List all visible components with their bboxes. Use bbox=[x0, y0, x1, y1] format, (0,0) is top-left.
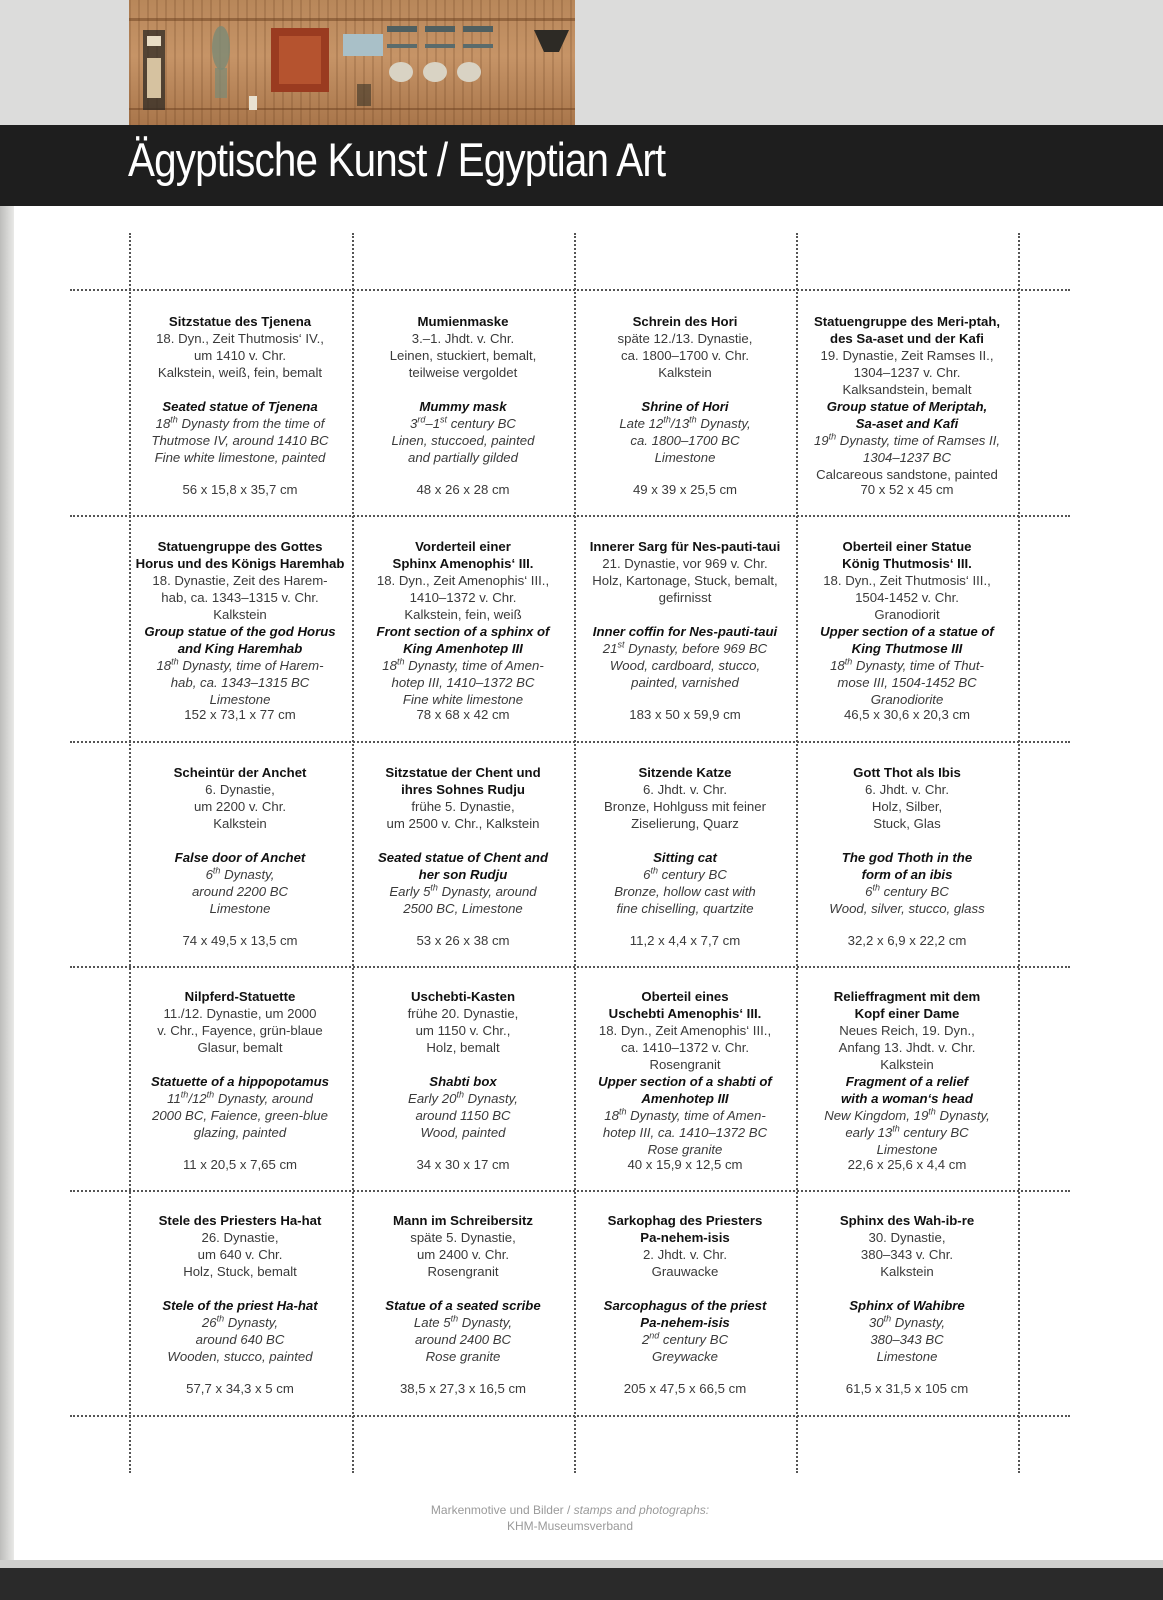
caption-spacer bbox=[576, 1280, 794, 1297]
caption-dimensions: 46,5 x 30,6 x 20,3 cm bbox=[843, 707, 971, 722]
caption-title-de: Statuengruppe des Meri-ptah, bbox=[813, 314, 1001, 329]
caption-detail-en: Greywacke bbox=[652, 1349, 718, 1364]
stamp-caption bbox=[798, 538, 1016, 724]
caption-title-de: Schrein des Hori bbox=[632, 314, 738, 329]
stamp-caption bbox=[798, 988, 1016, 1174]
stamp-caption bbox=[354, 764, 572, 950]
caption-title-en: Amenhotep III bbox=[641, 1091, 729, 1106]
caption-spacer bbox=[576, 832, 794, 849]
credit-de: Markenmotive und Bilder bbox=[430, 1503, 564, 1517]
perforation-vertical bbox=[1018, 233, 1020, 1473]
caption-detail-en: 3rd–1st century BC bbox=[410, 414, 516, 431]
caption-detail-en: 26th Dynasty, bbox=[201, 1313, 279, 1330]
caption-dimensions: 205 x 47,5 x 66,5 cm bbox=[623, 1381, 747, 1396]
stamp-caption bbox=[576, 764, 794, 950]
caption-title-en: False door of Anchet bbox=[174, 850, 306, 865]
caption-detail-de: 30. Dynastie, bbox=[868, 1230, 946, 1245]
caption-detail-en: Wood, cardboard, stucco, bbox=[609, 658, 761, 673]
caption-detail-en: 18th Dynasty from the time of bbox=[155, 414, 325, 431]
stamp-caption bbox=[798, 764, 1016, 950]
caption-title-de: Sitzstatue des Tjenena bbox=[168, 314, 312, 329]
caption-detail-de: teilweise vergoldet bbox=[408, 365, 518, 380]
caption-title-en: Stele of the priest Ha-hat bbox=[162, 1298, 318, 1313]
stamp-caption bbox=[576, 313, 794, 499]
caption-detail-en: Calcareous sandstone, painted bbox=[816, 467, 998, 482]
caption-dimensions: 152 x 73,1 x 77 cm bbox=[184, 707, 296, 722]
caption-detail-en: early 13th century BC bbox=[845, 1123, 969, 1140]
caption-detail-en: Limestone bbox=[876, 1349, 938, 1364]
caption-detail-en: 21st Dynasty, before 969 BC bbox=[602, 639, 768, 656]
caption-detail-en: 2nd century BC bbox=[641, 1330, 729, 1347]
caption-detail-en: Limestone bbox=[209, 901, 271, 916]
caption-detail-de: frühe 20. Dynastie, bbox=[407, 1006, 519, 1021]
caption-dimensions: 32,2 x 6,9 x 22,2 cm bbox=[847, 933, 967, 948]
caption-title-de: Statuengruppe des Gottes bbox=[157, 539, 323, 554]
caption-detail-en: Rose granite bbox=[425, 1349, 501, 1364]
stamp-caption bbox=[576, 538, 794, 724]
stamp-caption bbox=[131, 764, 349, 950]
caption-title-de: Sitzende Katze bbox=[638, 765, 732, 780]
caption-detail-en: Limestone bbox=[654, 450, 716, 465]
caption-detail-de: Kalkstein bbox=[213, 607, 267, 622]
caption-detail-en: 18th Dynasty, time of Thut- bbox=[830, 656, 984, 673]
caption-detail-de: 3.–1. Jhdt. v. Chr. bbox=[411, 331, 515, 346]
caption-detail-de: Kalkstein bbox=[880, 1264, 934, 1279]
caption-dimensions: 22,6 x 25,6 x 4,4 cm bbox=[847, 1157, 967, 1172]
caption-detail-en: New Kingdom, 19th Dynasty, bbox=[824, 1106, 990, 1123]
stamp-caption bbox=[576, 988, 794, 1174]
caption-detail-de: um 1150 v. Chr., bbox=[415, 1023, 511, 1038]
caption-detail-de: Kalkstein bbox=[880, 1057, 934, 1072]
caption-spacer bbox=[131, 1280, 349, 1297]
caption-title-en: Seated statue of Chent and bbox=[378, 850, 548, 865]
caption-detail-de: Bronze, Hohlguss mit feiner bbox=[604, 799, 766, 814]
stamp-caption bbox=[798, 1212, 1016, 1398]
caption-detail-en: 2000 BC, Faience, green-blue bbox=[152, 1108, 328, 1123]
caption-title-de: Kopf einer Dame bbox=[854, 1006, 960, 1021]
caption-detail-en: mose III, 1504-1452 BC bbox=[837, 675, 977, 690]
caption-detail-de: 6. Jhdt. v. Chr. bbox=[864, 782, 950, 797]
perforation-horizontal bbox=[70, 966, 1070, 968]
caption-detail-de: 6. Jhdt. v. Chr. bbox=[642, 782, 728, 797]
credit-org: KHM-Museumsverband bbox=[506, 1519, 634, 1533]
caption-spacer bbox=[576, 606, 794, 623]
caption-title-de: Gott Thot als Ibis bbox=[853, 765, 961, 780]
caption-detail-de: späte 5. Dynastie, bbox=[410, 1230, 516, 1245]
stamp-caption bbox=[131, 313, 349, 499]
caption-title-de: Sarkophag des Priesters bbox=[607, 1213, 763, 1228]
caption-title-de: Sphinx des Wah-ib-re bbox=[839, 1213, 975, 1228]
caption-detail-de: um 640 v. Chr. bbox=[197, 1247, 283, 1262]
caption-detail-de: um 2400 v. Chr. bbox=[416, 1247, 510, 1262]
caption-detail-en: Limestone bbox=[209, 692, 271, 707]
caption-detail-de: um 2200 v. Chr. bbox=[193, 799, 287, 814]
caption-detail-de: gefirnisst bbox=[658, 590, 712, 605]
caption-title-de: König Thutmosis‘ III. bbox=[842, 556, 972, 571]
caption-dimensions: 11,2 x 4,4 x 7,7 cm bbox=[629, 933, 741, 948]
caption-detail-de: Kalksandstein, bemalt bbox=[842, 382, 972, 397]
caption-detail-de: späte 12./13. Dynastie, bbox=[617, 331, 753, 346]
caption-dimensions: 61,5 x 31,5 x 105 cm bbox=[845, 1381, 969, 1396]
caption-detail-en: 6th century BC bbox=[643, 865, 727, 882]
caption-title-en: her son Rudju bbox=[418, 867, 508, 882]
caption-detail-de: Rosengranit bbox=[427, 1264, 499, 1279]
caption-detail-de: 21. Dynastie, vor 969 v. Chr. bbox=[602, 556, 768, 571]
bottom-bar bbox=[0, 1568, 1163, 1600]
caption-detail-de: 1504-1452 v. Chr. bbox=[855, 590, 959, 605]
caption-detail-de: Grauwacke bbox=[651, 1264, 719, 1279]
photo-credit bbox=[320, 1502, 820, 1534]
stamp-caption bbox=[576, 1212, 794, 1398]
bottom-edge bbox=[0, 1560, 1163, 1568]
caption-detail-de: v. Chr., Fayence, grün-blaue bbox=[157, 1023, 323, 1038]
caption-detail-de: Leinen, stuckiert, bemalt, bbox=[389, 348, 537, 363]
banner-papyrus-image bbox=[129, 0, 575, 125]
caption-dimensions: 56 x 15,8 x 35,7 cm bbox=[182, 482, 298, 497]
caption-title-en: Fragment of a relief bbox=[845, 1074, 969, 1089]
caption-detail-en: hab, ca. 1343–1315 BC bbox=[170, 675, 310, 690]
caption-title-en: and King Haremhab bbox=[177, 641, 303, 656]
caption-detail-en: Early 5th Dynasty, around bbox=[389, 882, 537, 899]
caption-title-en: Sphinx of Wahibre bbox=[849, 1298, 965, 1313]
caption-detail-en: 18th Dynasty, time of Amen- bbox=[382, 656, 544, 673]
caption-detail-de: Rosengranit bbox=[649, 1057, 721, 1072]
caption-dimensions: 70 x 52 x 45 cm bbox=[860, 482, 954, 497]
caption-title-en: King Amenhotep III bbox=[403, 641, 523, 656]
caption-detail-en: Fine white limestone, painted bbox=[154, 450, 326, 465]
caption-detail-de: 1410–1372 v. Chr. bbox=[409, 590, 517, 605]
caption-title-de: Mann im Schreibersitz bbox=[393, 1213, 533, 1228]
caption-detail-en: hotep III, 1410–1372 BC bbox=[391, 675, 535, 690]
caption-detail-en: Late 5th Dynasty, bbox=[413, 1313, 513, 1330]
caption-spacer bbox=[354, 1280, 572, 1297]
caption-title-en: Sarcophagus of the priest bbox=[603, 1298, 767, 1313]
caption-detail-en: 6th Dynasty, bbox=[205, 865, 275, 882]
caption-dimensions: 49 x 39 x 25,5 cm bbox=[632, 482, 738, 497]
caption-spacer bbox=[354, 381, 572, 398]
caption-detail-de: Ziselierung, Quarz bbox=[631, 816, 739, 831]
caption-title-de: Innerer Sarg für Nes-pauti-taui bbox=[589, 539, 781, 554]
caption-detail-de: 11./12. Dynastie, um 2000 bbox=[163, 1006, 317, 1021]
caption-title-en: form of an ibis bbox=[861, 867, 953, 882]
caption-detail-en: around 2200 BC bbox=[191, 884, 289, 899]
caption-title-de: Sphinx Amenophis‘ III. bbox=[392, 556, 534, 571]
caption-title-de: Oberteil einer Statue bbox=[842, 539, 972, 554]
caption-detail-de: Kalkstein bbox=[213, 816, 267, 831]
caption-title-de: Oberteil eines bbox=[641, 989, 729, 1004]
caption-detail-de: 6. Dynastie, bbox=[205, 782, 275, 797]
caption-spacer bbox=[131, 381, 349, 398]
caption-spacer bbox=[798, 1280, 1016, 1297]
stamp-caption bbox=[354, 988, 572, 1174]
caption-detail-en: around 1150 BC bbox=[415, 1108, 511, 1123]
stamp-caption bbox=[131, 538, 349, 724]
caption-title-de: Uschebti Amenophis‘ III. bbox=[608, 1006, 762, 1021]
caption-detail-en: 6th century BC bbox=[865, 882, 949, 899]
caption-spacer bbox=[354, 832, 572, 849]
caption-detail-en: ca. 1800–1700 BC bbox=[630, 433, 740, 448]
caption-title-de: Vorderteil einer bbox=[415, 539, 511, 554]
caption-detail-en: fine chiselling, quartzite bbox=[616, 901, 754, 916]
caption-detail-de: Holz, Silber, bbox=[871, 799, 943, 814]
caption-title-en: Pa-nehem-isis bbox=[640, 1315, 730, 1330]
caption-detail-de: 380–343 v. Chr. bbox=[860, 1247, 954, 1262]
caption-detail-en: hotep III, ca. 1410–1372 BC bbox=[602, 1125, 768, 1140]
credit-en: stamps and photographs: bbox=[573, 1503, 710, 1517]
caption-title-en: Inner coffin for Nes-pauti-taui bbox=[592, 624, 778, 639]
caption-detail-en: Fine white limestone bbox=[402, 692, 524, 707]
caption-detail-en: around 2400 BC bbox=[414, 1332, 512, 1347]
caption-dimensions: 38,5 x 27,3 x 16,5 cm bbox=[399, 1381, 527, 1396]
caption-detail-de: hab, ca. 1343–1315 v. Chr. bbox=[161, 590, 319, 605]
caption-detail-de: ca. 1410–1372 v. Chr. bbox=[620, 1040, 750, 1055]
caption-detail-de: Granodiorit bbox=[874, 607, 940, 622]
caption-title-en: with a woman‘s head bbox=[841, 1091, 973, 1106]
caption-title-en: The god Thoth in the bbox=[841, 850, 973, 865]
caption-spacer bbox=[798, 832, 1016, 849]
caption-dimensions: 11 x 20,5 x 7,65 cm bbox=[182, 1157, 298, 1172]
caption-detail-de: 18. Dyn., Zeit Amenophis‘ III., bbox=[598, 1023, 772, 1038]
caption-detail-en: 18th Dynasty, time of Amen- bbox=[604, 1106, 766, 1123]
caption-title-en: Upper section of a statue of bbox=[820, 624, 994, 639]
perforation-horizontal bbox=[70, 1190, 1070, 1192]
perforation-horizontal bbox=[70, 1415, 1070, 1417]
perforation-horizontal bbox=[70, 741, 1070, 743]
caption-detail-en: Early 20th Dynasty, bbox=[408, 1089, 518, 1106]
caption-title-de: Mumienmaske bbox=[417, 314, 509, 329]
caption-title-de: Stele des Priesters Ha-hat bbox=[158, 1213, 322, 1228]
caption-title-en: Upper section of a shabti of bbox=[598, 1074, 772, 1089]
caption-detail-de: Kalkstein, weiß, fein, bemalt bbox=[157, 365, 323, 380]
caption-detail-en: 2500 BC, Limestone bbox=[403, 901, 523, 916]
caption-title-en: Front section of a sphinx of bbox=[376, 624, 550, 639]
caption-detail-en: Late 12th/13th Dynasty, bbox=[619, 414, 751, 431]
caption-dimensions: 57,7 x 34,3 x 5 cm bbox=[186, 1381, 294, 1396]
caption-detail-en: painted, varnished bbox=[631, 675, 739, 690]
caption-title-de: Uschebti-Kasten bbox=[410, 989, 516, 1004]
caption-detail-de: um 2500 v. Chr., Kalkstein bbox=[386, 816, 540, 831]
caption-title-de: Nilpferd-Statuette bbox=[184, 989, 296, 1004]
caption-detail-en: Wood, silver, stucco, glass bbox=[829, 901, 985, 916]
stamp-caption bbox=[354, 538, 572, 724]
caption-title-en: King Thutmose III bbox=[851, 641, 963, 656]
caption-title-en: Group statue of the god Horus bbox=[144, 624, 336, 639]
caption-detail-de: Neues Reich, 19. Dyn., bbox=[839, 1023, 975, 1038]
caption-detail-de: 1304–1237 v. Chr. bbox=[853, 365, 961, 380]
caption-detail-de: 26. Dynastie, bbox=[201, 1230, 279, 1245]
perforation-horizontal bbox=[70, 515, 1070, 517]
caption-detail-en: and partially gilded bbox=[408, 450, 518, 465]
caption-dimensions: 40 x 15,9 x 12,5 cm bbox=[627, 1157, 743, 1172]
caption-detail-de: ca. 1800–1700 v. Chr. bbox=[620, 348, 750, 363]
stamp-caption bbox=[131, 988, 349, 1174]
credit-line-1 bbox=[320, 1502, 820, 1518]
caption-title-de: ihres Sohnes Rudju bbox=[401, 782, 525, 797]
caption-detail-en: 18th Dynasty, time of Harem- bbox=[156, 656, 324, 673]
caption-detail-de: 18. Dyn., Zeit Thutmosis‘ IV., bbox=[156, 331, 324, 346]
caption-detail-de: Kalkstein, fein, weiß bbox=[404, 607, 522, 622]
caption-detail-en: Granodiorite bbox=[870, 692, 944, 707]
caption-spacer bbox=[131, 832, 349, 849]
caption-detail-en: 380–343 BC bbox=[870, 1332, 944, 1347]
caption-title-en: Group statue of Meriptah, bbox=[826, 399, 988, 414]
caption-detail-de: Stuck, Glas bbox=[873, 816, 941, 831]
caption-detail-en: Limestone bbox=[876, 1142, 938, 1157]
stamp-caption bbox=[354, 313, 572, 499]
caption-spacer bbox=[354, 1056, 572, 1073]
caption-detail-de: Anfang 13. Jhdt. v. Chr. bbox=[838, 1040, 976, 1055]
caption-title-en: Statuette of a hippopotamus bbox=[150, 1074, 330, 1089]
caption-title-en: Sa-aset and Kafi bbox=[855, 416, 959, 431]
caption-title-en: Seated statue of Tjenena bbox=[162, 399, 318, 414]
caption-dimensions: 34 x 30 x 17 cm bbox=[416, 1157, 510, 1172]
caption-detail-en: Rose granite bbox=[647, 1142, 723, 1157]
caption-title-de: des Sa-aset und der Kafi bbox=[830, 331, 984, 346]
caption-detail-de: Holz, Kartonage, Stuck, bemalt, bbox=[592, 573, 778, 588]
caption-detail-de: 18. Dyn., Zeit Amenophis‘ III., bbox=[376, 573, 550, 588]
caption-dimensions: 183 x 50 x 59,9 cm bbox=[629, 707, 741, 722]
stamp-caption bbox=[354, 1212, 572, 1398]
caption-detail-en: Wood, painted bbox=[420, 1125, 506, 1140]
caption-dimensions: 74 x 49,5 x 13,5 cm bbox=[182, 933, 298, 948]
caption-detail-en: glazing, painted bbox=[193, 1125, 287, 1140]
caption-title-en: Mummy mask bbox=[419, 399, 507, 414]
caption-detail-de: 18. Dyn., Zeit Thutmosis‘ III., bbox=[823, 573, 991, 588]
sheet-edge-shadow bbox=[0, 0, 14, 1600]
caption-detail-de: um 1410 v. Chr. bbox=[193, 348, 287, 363]
caption-detail-en: 30th Dynasty, bbox=[868, 1313, 946, 1330]
caption-detail-en: Wooden, stucco, painted bbox=[167, 1349, 313, 1364]
page-title: Ägyptische Kunst / Egyptian Art bbox=[128, 133, 666, 186]
caption-spacer bbox=[576, 381, 794, 398]
caption-detail-de: 2. Jhdt. v. Chr. bbox=[642, 1247, 728, 1262]
caption-detail-en: 19th Dynasty, time of Ramses II, bbox=[813, 431, 1001, 448]
caption-detail-en: 1304–1237 BC bbox=[863, 450, 951, 465]
caption-detail-de: frühe 5. Dynastie, bbox=[411, 799, 515, 814]
caption-title-en: Shabti box bbox=[429, 1074, 497, 1089]
caption-detail-de: Kalkstein bbox=[658, 365, 712, 380]
perforation-horizontal bbox=[70, 289, 1070, 291]
caption-detail-en: Thutmose IV, around 1410 BC bbox=[151, 433, 329, 448]
caption-dimensions: 78 x 68 x 42 cm bbox=[416, 707, 510, 722]
stamp-caption bbox=[131, 1212, 349, 1398]
caption-detail-de: Holz, bemalt bbox=[426, 1040, 500, 1055]
caption-title-de: Scheintür der Anchet bbox=[173, 765, 307, 780]
caption-detail-de: 18. Dynastie, Zeit des Harem- bbox=[152, 573, 328, 588]
caption-dimensions: 53 x 26 x 38 cm bbox=[416, 933, 510, 948]
caption-detail-de: Holz, Stuck, bemalt bbox=[183, 1264, 297, 1279]
caption-detail-de: Glasur, bemalt bbox=[197, 1040, 283, 1055]
caption-detail-en: Bronze, hollow cast with bbox=[614, 884, 756, 899]
caption-title-en: Statue of a seated scribe bbox=[385, 1298, 541, 1313]
caption-detail-en: 11th/12th Dynasty, around bbox=[167, 1089, 313, 1106]
caption-title-en: Sitting cat bbox=[653, 850, 717, 865]
caption-detail-en: around 640 BC bbox=[195, 1332, 285, 1347]
caption-title-en: Shrine of Hori bbox=[641, 399, 729, 414]
credit-separator: / bbox=[563, 1503, 574, 1517]
caption-dimensions: 48 x 26 x 28 cm bbox=[416, 482, 510, 497]
stamp-caption bbox=[798, 313, 1016, 499]
caption-title-de: Sitzstatue der Chent und bbox=[385, 765, 541, 780]
papyrus-painting-graphic bbox=[129, 0, 575, 125]
caption-detail-en: Linen, stuccoed, painted bbox=[391, 433, 535, 448]
caption-spacer bbox=[131, 1056, 349, 1073]
caption-detail-de: 19. Dynastie, Zeit Ramses II., bbox=[820, 348, 994, 363]
caption-title-de: Pa-nehem-isis bbox=[640, 1230, 730, 1245]
caption-title-de: Relieffragment mit dem bbox=[833, 989, 981, 1004]
caption-title-de: Horus und des Königs Haremhab bbox=[135, 556, 345, 571]
